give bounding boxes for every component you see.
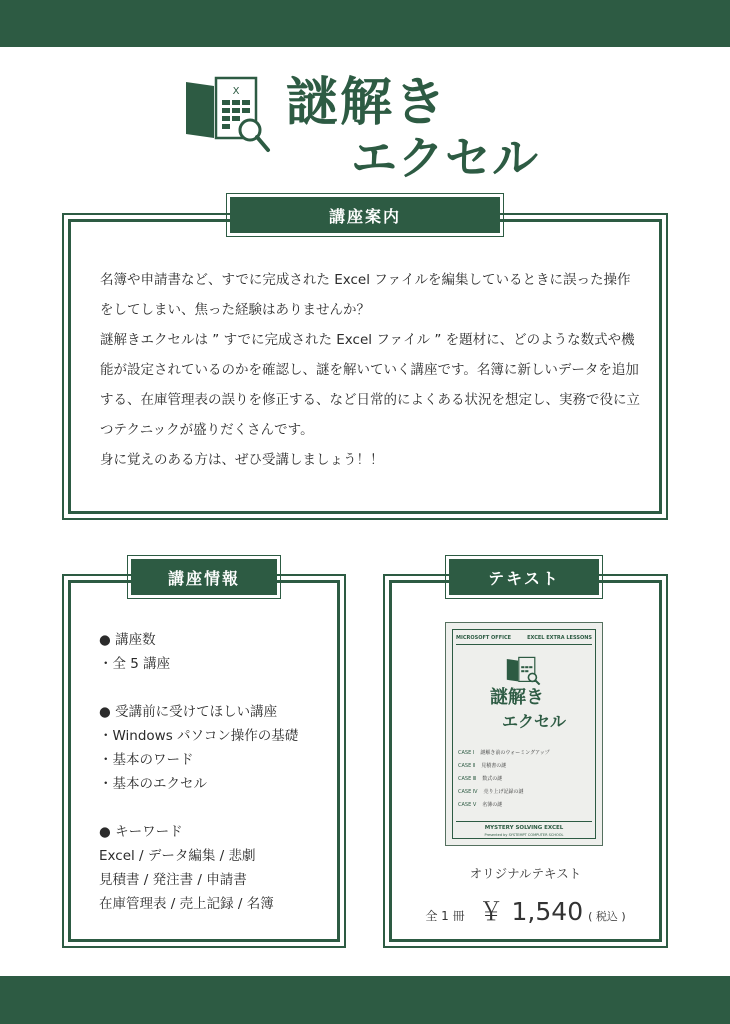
textbook-quantity: 全 1 冊: [425, 909, 465, 923]
keyword-line: 見積書 / 発注書 / 申請書: [99, 872, 247, 888]
price-row: [383, 892, 668, 928]
course-intro-text: [100, 265, 640, 475]
bottom-band: [0, 976, 730, 1024]
excel-x-letter: X: [232, 86, 240, 97]
cover-title-line1: 謎解き: [490, 687, 544, 708]
prerequisite-heading: ● 受講前に受けてほしい講座: [99, 704, 278, 720]
logo-title-line2: エクセル: [351, 131, 539, 185]
cover-chapter-list: [458, 747, 588, 812]
prerequisite-item: ・基本のエクセル: [99, 776, 207, 792]
intro-paragraph: 謎解きエクセルは ” すでに完成された Excel ファイル ” を題材に、どのような数式や機能が設定されているのかを確認し、謎を解いていく講座です。名簿に新しいデータを追加する、在庫管理表の誤りを修正する、など日常的によくある状況を想定し、実務で役に立つテクニックが盛りだくさんです。: [100, 332, 640, 438]
cover-header-left: MICROSOFT OFFICE: [456, 635, 512, 641]
top-band: [0, 0, 730, 47]
lesson-count-heading: ● 講座数: [99, 632, 156, 648]
keyword-line: Excel / データ編集 / 悲劇: [99, 848, 256, 864]
cover-footer: MYSTERY SOLVING EXCEL: [456, 821, 592, 831]
textbook-label: テキスト: [449, 559, 599, 595]
lesson-count-value: ・全 5 講座: [99, 656, 171, 672]
chapter-item: CASE Ⅱ 見積書の謎: [458, 763, 507, 769]
course-intro-label: 講座案内: [230, 197, 500, 233]
prerequisite-item: ・Windows パソコン操作の基礎: [99, 728, 299, 744]
textbook-caption: オリジナルテキスト: [469, 866, 582, 881]
keyword-heading: ● キーワード: [99, 824, 183, 840]
chapter-item: CASE Ⅴ 名簿の謎: [458, 802, 503, 808]
chapter-item: CASE Ⅲ 数式の謎: [458, 776, 503, 782]
textbook-cover-image: [445, 622, 603, 846]
textbook-price: ￥ 1,540: [478, 897, 584, 926]
cover-excel-icon: [506, 655, 542, 685]
cover-footer-sub: Presented by SYSTEMPT COMPUTER SCHOOL: [484, 833, 564, 837]
course-info-list: [99, 628, 339, 940]
excel-search-icon: [184, 72, 274, 166]
chapter-item: CASE Ⅰ 謎解き前のウォーミングアップ: [458, 750, 550, 756]
course-info-label: 講座情報: [131, 559, 277, 595]
prerequisite-item: ・基本のワード: [99, 752, 194, 768]
keyword-line: 在庫管理表 / 売上記録 / 名簿: [99, 896, 274, 912]
logo-title-line1: 謎解き: [286, 72, 449, 133]
tax-note: ( 税込 ): [588, 910, 626, 923]
intro-paragraph: 名簿や申請書など、すでに完成された Excel ファイルを編集しているときに誤った操作をしてしまい、焦った経験はありませんか？: [100, 272, 631, 318]
cover-header-right: EXCEL EXTRA LESSONS: [527, 635, 592, 641]
cover-title-line2: エクセル: [502, 712, 567, 731]
intro-paragraph: 身に覚えのある方は、ぜひ受講しましょう！！: [100, 452, 384, 468]
chapter-item: CASE Ⅳ 売り上げ記録の謎: [458, 789, 524, 795]
cover-header: [456, 632, 592, 645]
